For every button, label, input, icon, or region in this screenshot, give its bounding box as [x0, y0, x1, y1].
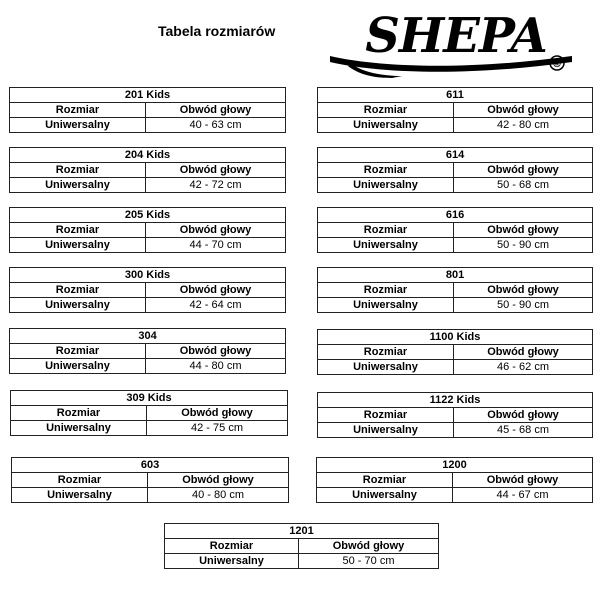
- head-circumference-value: 44 - 80 cm: [146, 359, 286, 374]
- size-value: Uniwersalny: [10, 238, 146, 253]
- size-table: [164, 523, 439, 569]
- size-value: Uniwersalny: [318, 118, 454, 133]
- header-size: Rozmiar: [318, 103, 454, 118]
- model-name: 616: [318, 208, 593, 223]
- header-head-circumference: Obwód głowy: [454, 408, 593, 423]
- header-head-circumference: Obwód głowy: [148, 473, 289, 488]
- size-table: [317, 392, 593, 438]
- size-value: Uniwersalny: [318, 178, 454, 193]
- header-size: Rozmiar: [318, 408, 454, 423]
- size-value: Uniwersalny: [10, 118, 146, 133]
- model-name: 1201: [165, 524, 439, 539]
- page-title: Tabela rozmiarów: [158, 23, 276, 39]
- size-value: Uniwersalny: [10, 178, 146, 193]
- head-circumference-value: 45 - 68 cm: [454, 423, 593, 438]
- size-value: Uniwersalny: [318, 238, 454, 253]
- size-table: [9, 207, 286, 253]
- head-circumference-value: 50 - 68 cm: [454, 178, 593, 193]
- head-circumference-value: 40 - 63 cm: [146, 118, 286, 133]
- size-value: Uniwersalny: [318, 360, 454, 375]
- size-value: Uniwersalny: [318, 423, 454, 438]
- model-name: 204 Kids: [10, 148, 286, 163]
- header-head-circumference: Obwód głowy: [146, 283, 286, 298]
- size-table: [317, 147, 593, 193]
- head-circumference-value: 42 - 80 cm: [454, 118, 593, 133]
- header-size: Rozmiar: [10, 103, 146, 118]
- size-value: Uniwersalny: [10, 359, 146, 374]
- size-table: [9, 328, 286, 374]
- header-head-circumference: Obwód głowy: [146, 223, 286, 238]
- head-circumference-value: 46 - 62 cm: [454, 360, 593, 375]
- model-name: 611: [318, 88, 593, 103]
- size-table: [317, 87, 593, 133]
- size-table: [9, 87, 286, 133]
- header-head-circumference: Obwód głowy: [454, 163, 593, 178]
- header-head-circumference: Obwód głowy: [146, 103, 286, 118]
- header-size: Rozmiar: [317, 473, 453, 488]
- model-name: 201 Kids: [10, 88, 286, 103]
- model-name: 304: [10, 329, 286, 344]
- size-table: [9, 267, 286, 313]
- header-head-circumference: Obwód głowy: [147, 406, 288, 421]
- header-size: Rozmiar: [165, 539, 299, 554]
- size-table: [10, 390, 288, 436]
- model-name: 614: [318, 148, 593, 163]
- brand-wordmark: SHEPA: [365, 8, 547, 64]
- head-circumference-value: 44 - 67 cm: [453, 488, 593, 503]
- trademark-symbol: ®: [552, 59, 562, 70]
- model-name: 801: [318, 268, 593, 283]
- header-head-circumference: Obwód głowy: [454, 345, 593, 360]
- header-size: Rozmiar: [11, 406, 147, 421]
- model-name: 1200: [317, 458, 593, 473]
- header-head-circumference: Obwód głowy: [454, 283, 593, 298]
- header-size: Rozmiar: [10, 283, 146, 298]
- size-table: [317, 329, 593, 375]
- shepa-logo: [322, 6, 590, 78]
- head-circumference-value: 50 - 90 cm: [454, 238, 593, 253]
- head-circumference-value: 50 - 90 cm: [454, 298, 593, 313]
- size-value: Uniwersalny: [11, 421, 147, 436]
- size-table: [9, 147, 286, 193]
- head-circumference-value: 40 - 80 cm: [148, 488, 289, 503]
- size-table: [317, 267, 593, 313]
- model-name: 1100 Kids: [318, 330, 593, 345]
- head-circumference-value: 44 - 70 cm: [146, 238, 286, 253]
- size-value: Uniwersalny: [165, 554, 299, 569]
- model-name: 300 Kids: [10, 268, 286, 283]
- header-size: Rozmiar: [10, 223, 146, 238]
- header-head-circumference: Obwód głowy: [454, 223, 593, 238]
- size-value: Uniwersalny: [10, 298, 146, 313]
- header-size: Rozmiar: [318, 345, 454, 360]
- model-name: 205 Kids: [10, 208, 286, 223]
- header-head-circumference: Obwód głowy: [299, 539, 439, 554]
- size-table: [317, 207, 593, 253]
- head-circumference-value: 50 - 70 cm: [299, 554, 439, 569]
- header-size: Rozmiar: [12, 473, 148, 488]
- head-circumference-value: 42 - 72 cm: [146, 178, 286, 193]
- model-name: 309 Kids: [11, 391, 288, 406]
- size-table: [11, 457, 289, 503]
- header-head-circumference: Obwód głowy: [454, 103, 593, 118]
- size-value: Uniwersalny: [12, 488, 148, 503]
- header-size: Rozmiar: [318, 283, 454, 298]
- header-size: Rozmiar: [318, 223, 454, 238]
- size-table: [316, 457, 593, 503]
- model-name: 1122 Kids: [318, 393, 593, 408]
- header-head-circumference: Obwód głowy: [453, 473, 593, 488]
- header-size: Rozmiar: [318, 163, 454, 178]
- model-name: 603: [12, 458, 289, 473]
- head-circumference-value: 42 - 64 cm: [146, 298, 286, 313]
- header-head-circumference: Obwód głowy: [146, 163, 286, 178]
- header-size: Rozmiar: [10, 163, 146, 178]
- size-value: Uniwersalny: [317, 488, 453, 503]
- header-head-circumference: Obwód głowy: [146, 344, 286, 359]
- size-value: Uniwersalny: [318, 298, 454, 313]
- header-size: Rozmiar: [10, 344, 146, 359]
- head-circumference-value: 42 - 75 cm: [147, 421, 288, 436]
